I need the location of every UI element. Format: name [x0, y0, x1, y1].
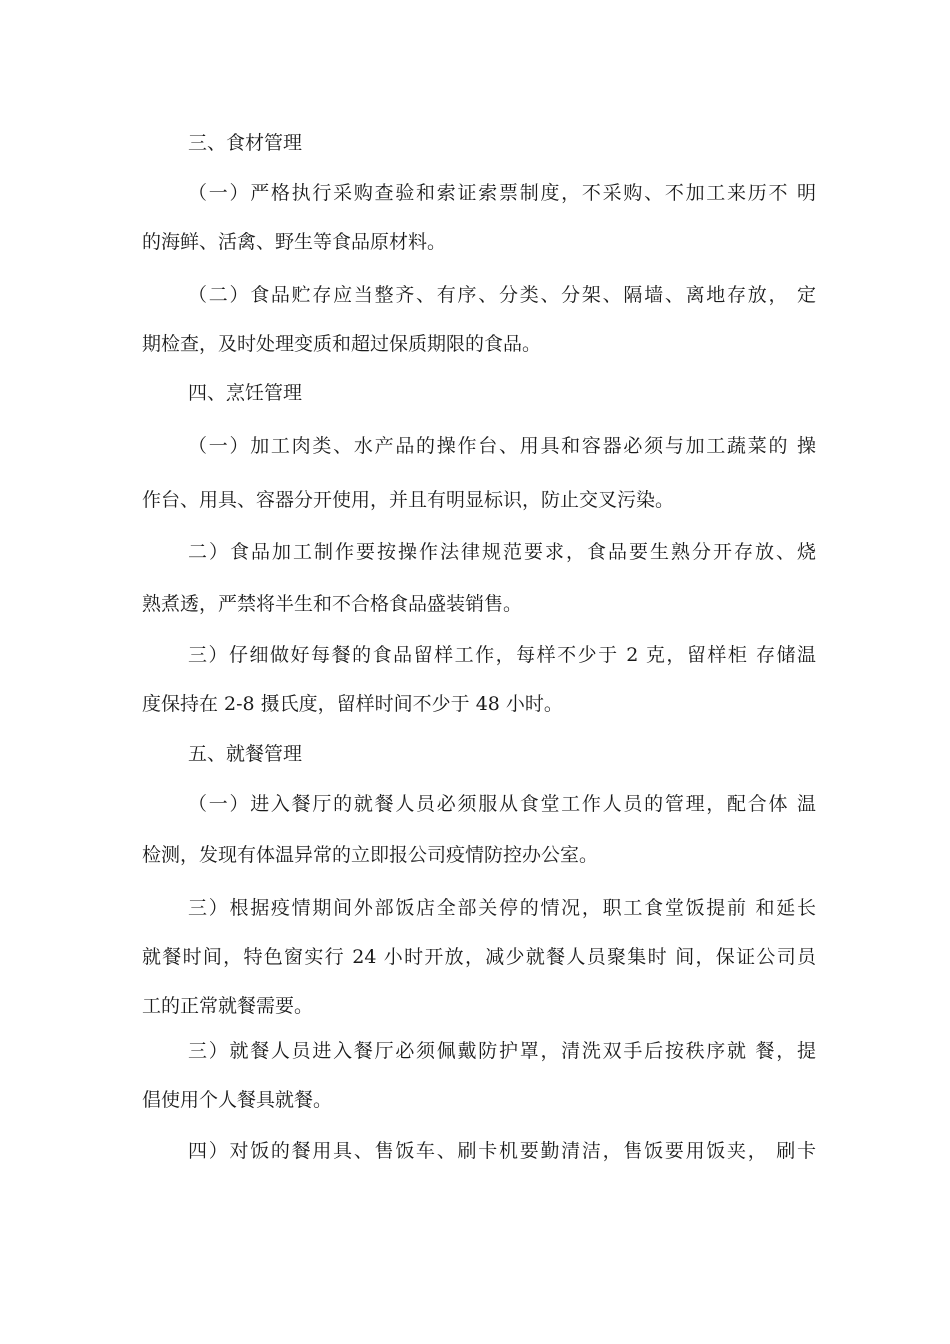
paragraph-line: （一）加工肉类、水产品的操作台、用具和容器必须与加工蔬菜的 操	[188, 435, 816, 457]
section-heading-dining-management: 五、就餐管理	[188, 743, 303, 765]
section-heading-cooking-management: 四、烹饪管理	[188, 382, 303, 404]
paragraph-line: 三）仔细做好每餐的食品留样工作，每样不少于 2 克，留样柜 存储温	[188, 644, 816, 666]
paragraph-line: 三）根据疫情期间外部饭店全部关停的情况，职工食堂饭提前 和延长	[188, 897, 816, 919]
paragraph-line: 就餐时间，特色窗实行 24 小时开放，减少就餐人员聚集时 间，保证公司员	[142, 946, 816, 968]
paragraph-line: 四）对饭的餐用具、售饭车、刷卡机要勤清洁，售饭要用饭夹， 刷卡	[188, 1140, 816, 1162]
paragraph-line: 工的正常就餐需要。	[142, 995, 314, 1017]
paragraph-line: （二）食品贮存应当整齐、有序、分类、分架、隔墙、离地存放， 定	[188, 284, 816, 306]
paragraph-line: 度保持在 2-8 摄氏度，留样时间不少于 48 小时。	[142, 693, 563, 715]
paragraph-line: 二）食品加工制作要按操作法律规范要求，食品要生熟分开存放、烧	[188, 541, 816, 563]
paragraph-line: 三）就餐人员进入餐厅必须佩戴防护罩，清洗双手后按秩序就 餐，提	[188, 1040, 816, 1062]
paragraph-line: 作台、用具、容器分开使用，并且有明显标识，防止交叉污染。	[142, 489, 675, 511]
paragraph-line: 期检查，及时处理变质和超过保质期限的食品。	[142, 333, 542, 355]
paragraph-line: （一）进入餐厅的就餐人员必须服从食堂工作人员的管理，配合体 温	[188, 793, 816, 815]
paragraph-line: 的海鲜、活禽、野生等食品原材料。	[142, 231, 447, 253]
paragraph-line: 倡使用个人餐具就餐。	[142, 1089, 333, 1111]
paragraph-line: 检测，发现有体温异常的立即报公司疫情防控办公室。	[142, 844, 599, 866]
section-heading-ingredient-management: 三、食材管理	[188, 132, 303, 154]
paragraph-line: 熟煮透，严禁将半生和不合格食品盛装销售。	[142, 593, 523, 615]
paragraph-line: （一）严格执行采购查验和索证索票制度，不采购、不加工来历不 明	[188, 182, 816, 204]
